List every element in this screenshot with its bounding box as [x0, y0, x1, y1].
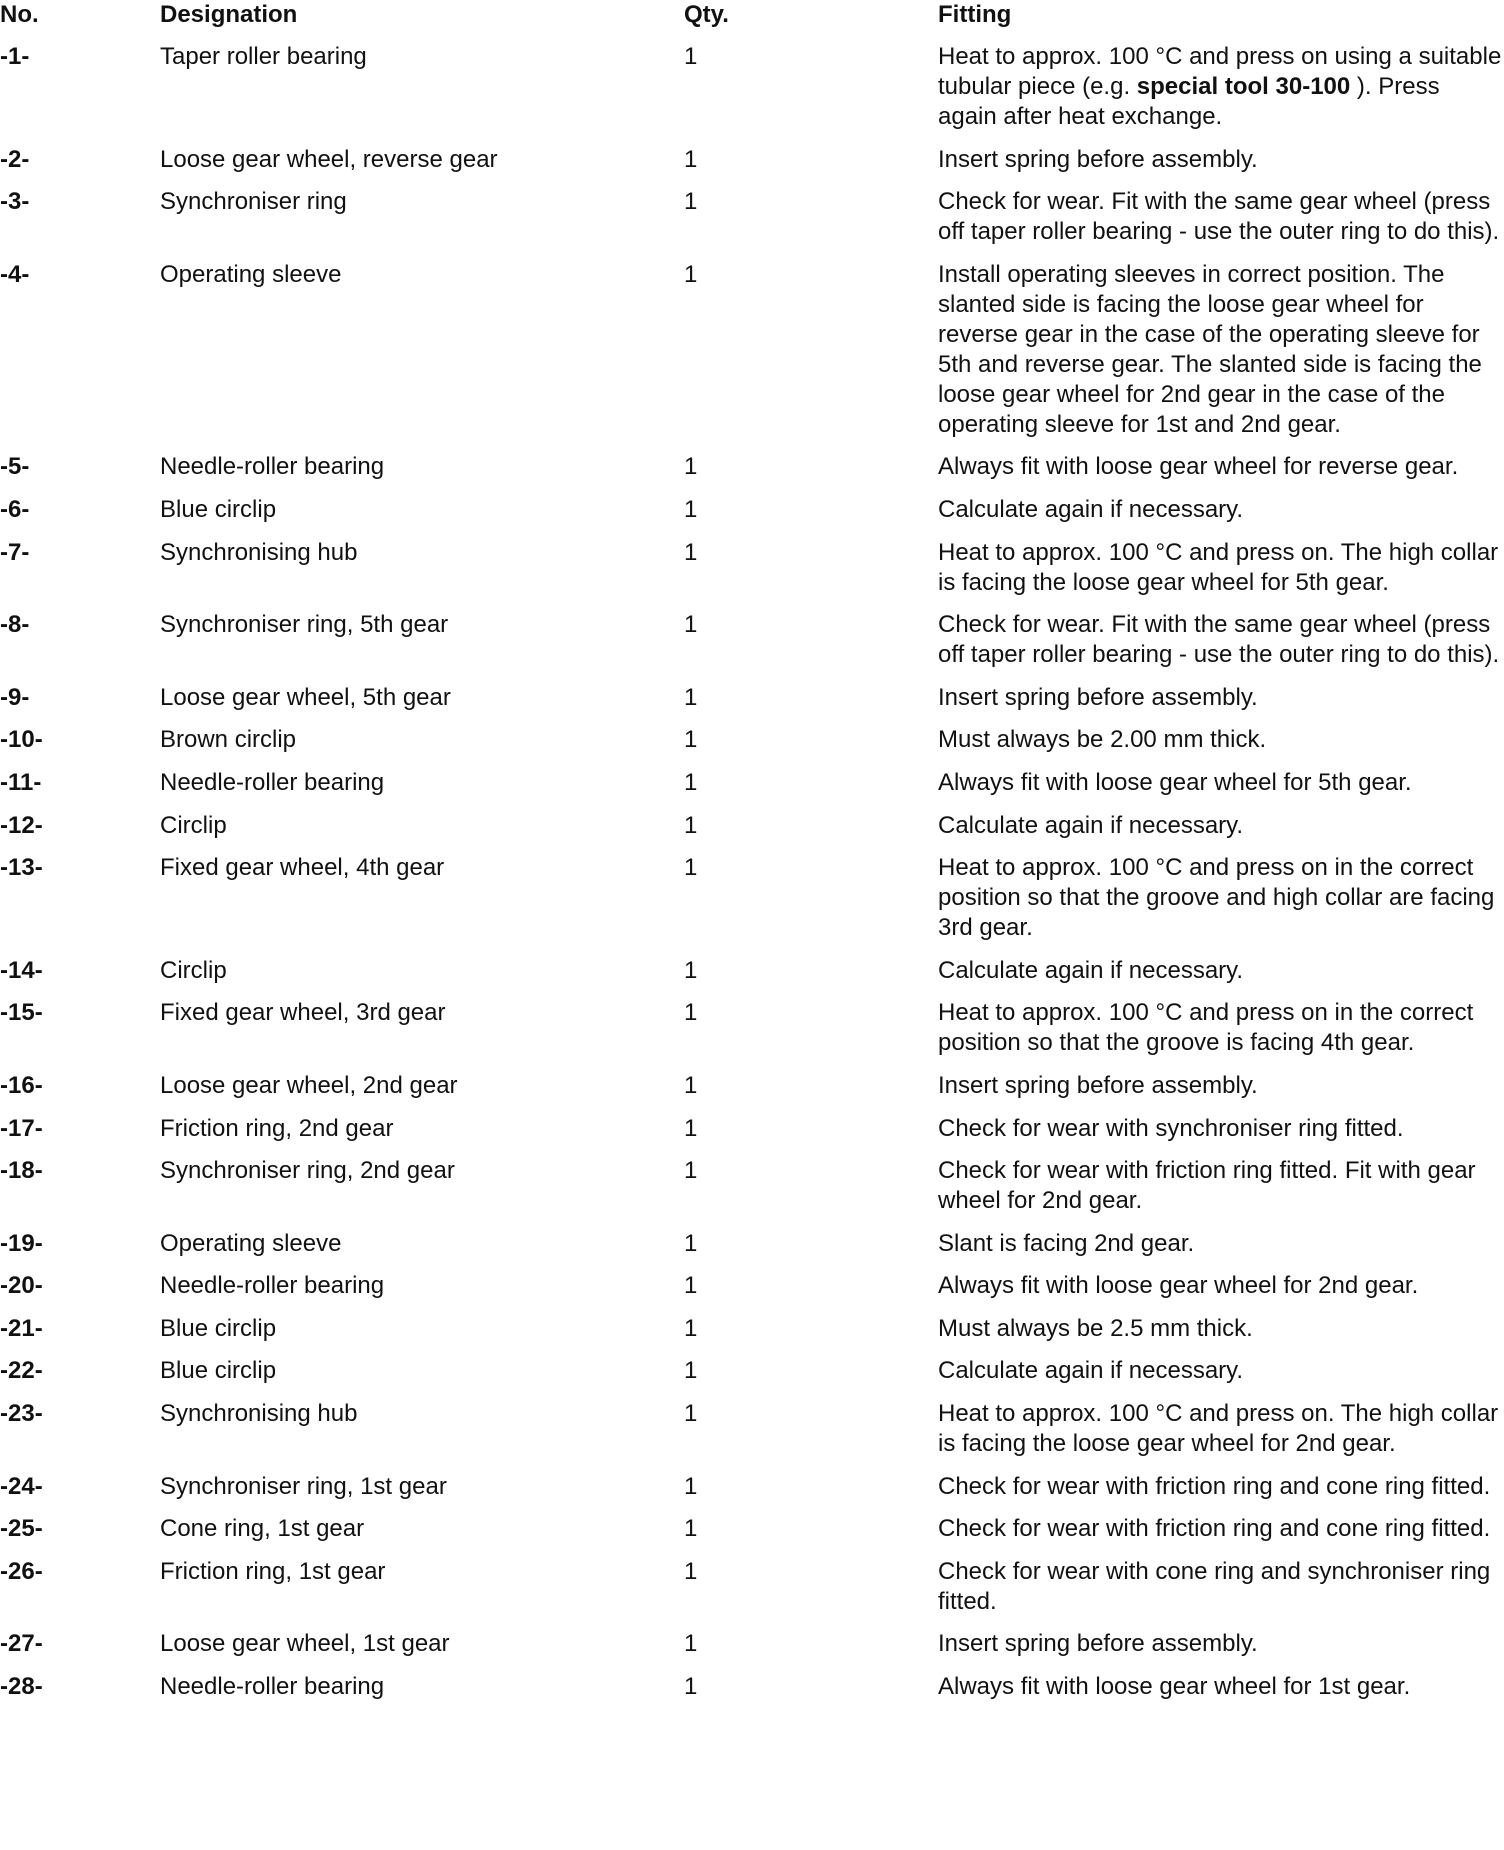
part-number: -11-: [0, 768, 42, 796]
special-tool-ref: special tool 30-100: [1136, 73, 1351, 100]
part-number: -10-: [0, 726, 43, 754]
part-number: -5-: [0, 453, 30, 481]
part-number: -6-: [0, 495, 30, 523]
table-row: [0, 1629, 1504, 1659]
table-row: [0, 1399, 1504, 1459]
part-fitting: [938, 42, 1504, 132]
part-fitting: Always fit with loose gear wheel for 1st gear.: [938, 1673, 1411, 1701]
part-designation: Blue circlip: [160, 495, 277, 523]
part-fitting: Calculate again if necessary.: [938, 1357, 1244, 1385]
part-fitting: Check for wear with friction ring and cone ring fitted.: [938, 1472, 1491, 1500]
header-no: No.: [0, 1, 39, 28]
part-fitting: Must always be 2.5 mm thick.: [938, 1314, 1253, 1342]
part-number: -14-: [0, 956, 43, 984]
part-qty: 1: [684, 1272, 698, 1300]
table-row: [0, 725, 1504, 755]
part-designation: Synchroniser ring, 2nd gear: [160, 1157, 455, 1185]
part-number: -2-: [0, 145, 30, 173]
table-row: [0, 1114, 1504, 1144]
part-number: -24-: [0, 1472, 43, 1500]
part-designation: Cone ring, 1st gear: [160, 1515, 365, 1543]
part-designation: Operating sleeve: [160, 1229, 342, 1257]
part-fitting: Check for wear with friction ring and cone ring fitted.: [938, 1515, 1491, 1543]
part-fitting: Insert spring before assembly.: [938, 683, 1258, 711]
table-row: [0, 538, 1504, 598]
part-number: -20-: [0, 1272, 43, 1300]
part-qty: 1: [684, 495, 698, 523]
part-qty: 1: [684, 683, 698, 711]
part-number: -7-: [0, 538, 30, 566]
part-qty: 1: [684, 145, 698, 173]
part-number: -15-: [0, 999, 43, 1027]
part-designation: Friction ring, 1st gear: [160, 1557, 386, 1585]
part-number: -23-: [0, 1400, 43, 1428]
part-fitting: Always fit with loose gear wheel for reverse gear.: [938, 453, 1459, 481]
part-designation: Fixed gear wheel, 3rd gear: [160, 999, 446, 1027]
table-row: [0, 998, 1504, 1058]
part-qty: 1: [684, 1515, 698, 1543]
part-qty: 1: [684, 43, 698, 70]
part-fitting: Check for wear. Fit with the same gear wheel (press off taper roller bearing - use the outer ring to do this).: [938, 188, 1500, 246]
part-qty: 1: [684, 1157, 698, 1185]
part-number: -28-: [0, 1673, 43, 1701]
part-fitting: Heat to approx. 100 °C and press on. The high collar is facing the loose gear wheel for 5th gear.: [938, 538, 1499, 596]
part-qty: 1: [684, 1557, 698, 1585]
part-qty: 1: [684, 453, 698, 481]
parts-table-body: [0, 42, 1504, 1702]
part-designation: Needle-roller bearing: [160, 1272, 385, 1300]
part-designation: Operating sleeve: [160, 260, 342, 288]
part-fitting: Calculate again if necessary.: [938, 956, 1244, 984]
part-designation: Synchroniser ring: [160, 188, 347, 216]
table-row: [0, 187, 1504, 247]
table-row: [0, 260, 1504, 440]
part-number: -21-: [0, 1314, 43, 1342]
part-qty: 1: [684, 1071, 698, 1099]
table-row: [0, 145, 1504, 175]
part-number: -12-: [0, 811, 43, 839]
header-designation: Designation: [160, 1, 298, 28]
part-designation: Friction ring, 2nd gear: [160, 1114, 394, 1142]
part-fitting: Heat to approx. 100 °C and press on. The high collar is facing the loose gear wheel for 2nd gear.: [938, 1400, 1499, 1458]
part-number: -4-: [0, 260, 30, 288]
part-number: -19-: [0, 1229, 43, 1257]
part-qty: 1: [684, 1314, 698, 1342]
part-fitting: Check for wear with friction ring fitted. Fit with gear wheel for 2nd gear.: [938, 1157, 1476, 1215]
part-designation: Circlip: [160, 811, 227, 839]
part-number: -13-: [0, 854, 43, 882]
part-number: -3-: [0, 188, 30, 216]
table-row: [0, 452, 1504, 482]
header-qty: Qty.: [684, 1, 729, 28]
part-designation: Loose gear wheel, reverse gear: [160, 145, 498, 173]
part-designation: Synchroniser ring, 1st gear: [160, 1472, 447, 1500]
table-row: [0, 956, 1504, 986]
part-qty: 1: [684, 726, 698, 754]
header-fitting: Fitting: [938, 1, 1012, 28]
table-row: [0, 1672, 1504, 1702]
part-fitting: Must always be 2.00 mm thick.: [938, 726, 1267, 754]
table-row: [0, 683, 1504, 713]
part-designation: Taper roller bearing: [160, 43, 367, 70]
part-designation: Synchroniser ring, 5th gear: [160, 611, 449, 639]
part-designation: Blue circlip: [160, 1357, 277, 1385]
part-qty: 1: [684, 956, 698, 984]
part-fitting: Insert spring before assembly.: [938, 1071, 1258, 1099]
part-qty: 1: [684, 854, 698, 882]
part-fitting: Slant is facing 2nd gear.: [938, 1229, 1195, 1257]
table-header: [0, 0, 1504, 42]
part-designation: Loose gear wheel, 1st gear: [160, 1630, 450, 1658]
part-fitting: Calculate again if necessary.: [938, 495, 1244, 523]
table-row: [0, 1229, 1504, 1259]
part-number: -22-: [0, 1357, 43, 1385]
part-number: -27-: [0, 1630, 43, 1658]
part-designation: Synchronising hub: [160, 1400, 358, 1428]
part-fitting: Insert spring before assembly.: [938, 145, 1258, 173]
table-row: [0, 853, 1504, 943]
part-fitting: Check for wear with synchroniser ring fitted.: [938, 1114, 1404, 1142]
part-fitting: Always fit with loose gear wheel for 5th gear.: [938, 768, 1412, 796]
table-row: [0, 1314, 1504, 1344]
part-fitting: Check for wear with cone ring and synchroniser ring fitted.: [938, 1557, 1491, 1615]
part-number: -8-: [0, 611, 30, 639]
part-fitting: Calculate again if necessary.: [938, 811, 1244, 839]
table-row: [0, 1071, 1504, 1101]
part-designation: Needle-roller bearing: [160, 453, 385, 481]
part-qty: 1: [684, 1472, 698, 1500]
part-qty: 1: [684, 1229, 698, 1257]
part-designation: Circlip: [160, 956, 227, 984]
part-qty: 1: [684, 260, 698, 288]
table-row: [0, 1472, 1504, 1502]
part-qty: 1: [684, 538, 698, 566]
part-number: -26-: [0, 1557, 43, 1585]
table-row: [0, 42, 1504, 132]
part-number: -1-: [0, 43, 30, 70]
part-number: -25-: [0, 1515, 43, 1543]
table-row: [0, 1514, 1504, 1544]
part-qty: 1: [684, 611, 698, 639]
part-qty: 1: [684, 188, 698, 216]
part-fitting: Heat to approx. 100 °C and press on in the correct position so that the groove and high collar are facing 3rd gear.: [938, 854, 1495, 942]
part-designation: Needle-roller bearing: [160, 768, 385, 796]
table-row: [0, 610, 1504, 670]
part-designation: Blue circlip: [160, 1314, 277, 1342]
table-row: [0, 811, 1504, 841]
part-qty: 1: [684, 1630, 698, 1658]
part-number: -16-: [0, 1071, 43, 1099]
part-qty: 1: [684, 1673, 698, 1701]
part-fitting: Check for wear. Fit with the same gear wheel (press off taper roller bearing - use the outer ring to do this).: [938, 611, 1500, 669]
table-row: [0, 495, 1504, 525]
part-designation: Fixed gear wheel, 4th gear: [160, 854, 445, 882]
part-designation: Needle-roller bearing: [160, 1673, 385, 1701]
table-row: [0, 1271, 1504, 1301]
table-row: [0, 768, 1504, 798]
part-designation: Synchronising hub: [160, 538, 358, 566]
part-qty: 1: [684, 1114, 698, 1142]
part-number: -18-: [0, 1157, 43, 1185]
part-number: -17-: [0, 1114, 43, 1142]
part-qty: 1: [684, 1400, 698, 1428]
fitting-text: Heat to approx. 100 °C and press on using a suitable tubular piece (e.g.: [938, 43, 1502, 100]
part-fitting: Install operating sleeves in correct position. The slanted side is facing the loose gear wheel for reverse gear in the case of the operating sleeve for 5th and reverse gear. The slanted side is facing the loose gear wheel for 2nd gear in the case of the operating sleeve for 1st and 2nd gear.: [938, 260, 1482, 438]
fitting-text: ). Press again after heat exchange.: [938, 73, 1440, 130]
part-qty: 1: [684, 999, 698, 1027]
part-fitting: Heat to approx. 100 °C and press on in the correct position so that the groove is facing 4th gear.: [938, 999, 1474, 1057]
table-row: [0, 1356, 1504, 1386]
table-row: [0, 1156, 1504, 1216]
part-qty: 1: [684, 1357, 698, 1385]
part-designation: Loose gear wheel, 2nd gear: [160, 1071, 458, 1099]
part-designation: Brown circlip: [160, 726, 297, 754]
part-qty: 1: [684, 768, 698, 796]
part-designation: Loose gear wheel, 5th gear: [160, 683, 451, 711]
table-row: [0, 1557, 1504, 1617]
part-number: -9-: [0, 683, 30, 711]
part-qty: 1: [684, 811, 698, 839]
part-fitting: Insert spring before assembly.: [938, 1630, 1258, 1658]
part-fitting: Always fit with loose gear wheel for 2nd gear.: [938, 1272, 1419, 1300]
